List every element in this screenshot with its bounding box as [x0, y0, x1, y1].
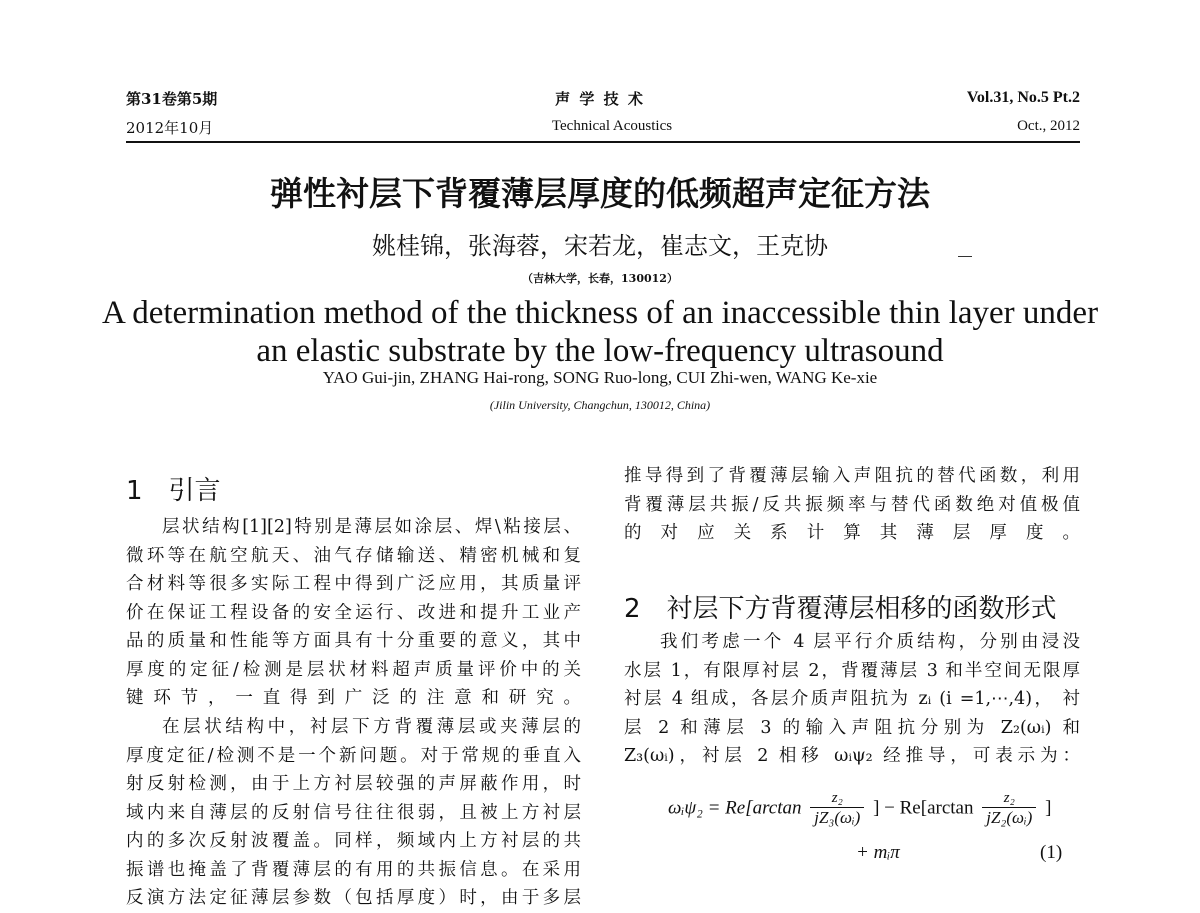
section2-line-4: 层 2 和薄层 3 的输入声阻抗分别为 Z₂(ωᵢ) 和 — [624, 717, 1080, 738]
para1-line-7: 键环节，一直得到广泛的注意和研究。 — [126, 688, 581, 708]
affiliation-cn: （吉林大学，长春，130012） — [522, 272, 678, 285]
authors-en: YAO Gui-jin, ZHANG Hai-rong, SONG Ruo-long, CUI Zhi-wen, WANG Ke-xie — [322, 368, 878, 387]
header-date-cn: 2012年10月 — [126, 119, 214, 137]
section1-para2 — [126, 713, 581, 913]
fraction-1-denominator: jZ₃(ωᵢ) — [814, 808, 861, 827]
fraction-2-denominator: jZ₂(ωᵢ) — [986, 808, 1033, 827]
authors-cn: 姚桂锦，张海蓉，宋若龙，崔志文，王克协 — [372, 232, 828, 260]
header-journal-en: Technical Acoustics — [551, 118, 673, 134]
section1-heading: 1 引言 — [126, 476, 221, 506]
para1-line-3: 合材料等很多实际工程中得到广泛应用，其质量评 — [126, 574, 581, 594]
header-volume-en: Vol.31, No.5 Pt.2 — [966, 89, 1080, 106]
equation-end: ] — [1045, 797, 1052, 819]
title-cn: 弹性衬层下背覆薄层厚度的低频超声定征方法 — [270, 174, 930, 213]
equation-fraction-2 — [982, 790, 1036, 828]
equation-number: (1) — [1040, 842, 1063, 863]
right-intro-line-3: 的对应关系计算其薄层厚度。 — [624, 523, 1080, 543]
equation-mid: ] − Re[arctan — [873, 797, 974, 819]
section2-para — [624, 628, 1080, 771]
header-volume-cn: 第31卷第5期 — [126, 90, 218, 108]
stray-mark — [958, 256, 972, 257]
fraction-2-numerator: z₂ — [982, 790, 1036, 808]
equation-line2: + mᵢπ — [856, 842, 900, 863]
section2-line-5: Z₃(ωᵢ)，衬层 2 相移 ωᵢψ₂ 经推导，可表示为： — [624, 746, 1080, 766]
title-en-line2: an elastic substrate by the low-frequency ultrasound — [256, 333, 944, 369]
para2-line-5: 内的多次反射波覆盖。同样，频域内上方衬层的共 — [126, 831, 581, 851]
para2-line-3: 射反射检测，由于上方衬层较强的声屏蔽作用，时 — [126, 774, 581, 794]
section2-line-3: 衬层 4 组成，各层介质声阻抗为 zᵢ (i =1,⋯,4)， 衬 — [624, 689, 1080, 709]
section1-para1 — [126, 513, 581, 713]
section2-line-2: 水层 1，有限厚衬层 2，背覆薄层 3 和半空间无限厚 — [624, 660, 1080, 681]
right-intro-line-2: 背覆薄层共振/反共振频率与替代函数绝对值极值 — [624, 494, 1080, 515]
equation-1 — [668, 790, 1051, 828]
header-journal-cn: 声 学 技 术 — [555, 90, 645, 108]
para2-line-1: 在层状结构中，衬层下方背覆薄层或夹薄层的 — [162, 717, 581, 737]
para1-line-2: 微环等在航空航天、油气存储输送、精密机械和复 — [126, 545, 581, 566]
header-rule — [126, 141, 1080, 143]
fraction-1-numerator: z₂ — [810, 790, 864, 808]
affiliation-en: (Jilin University, Changchun, 130012, China) — [489, 398, 711, 412]
header-date-en: Oct., 2012 — [1017, 118, 1080, 134]
equation-fraction-1 — [810, 790, 864, 828]
section2-heading: 2 衬层下方背覆薄层相移的函数形式 — [624, 594, 1057, 624]
para2-line-2: 厚度定征/检测不是一个新问题。对于常规的垂直入 — [126, 745, 581, 766]
para2-line-7: 反演方法定征薄层参数（包括厚度）时，由于多层 — [126, 888, 581, 908]
right-intro-line-1: 推导得到了背覆薄层输入声阻抗的替代函数，利用 — [624, 466, 1080, 486]
para2-line-6: 振谱也掩盖了背覆薄层的有用的共振信息。在采用 — [126, 859, 581, 880]
title-en-line1: A determination method of the thickness of an inaccessible thin layer under — [101, 295, 1099, 331]
para1-line-5: 品的质量和性能等方面具有十分重要的意义，其中 — [126, 631, 581, 651]
equation-lhs: ωᵢψ₂ = Re[arctan — [668, 797, 802, 819]
para2-line-4: 域内来自薄层的反射信号往往很弱，且被上方衬层 — [126, 802, 581, 823]
right-intro — [624, 462, 1080, 548]
para1-line-4: 价在保证工程设备的安全运行、改进和提升工业产 — [126, 602, 581, 623]
section2-line-1: 我们考虑一个 4 层平行介质结构，分别由浸没 — [660, 632, 1080, 652]
para1-line-1: 层状结构[1][2]特别是薄层如涂层、焊\粘接层、 — [162, 517, 581, 537]
para1-line-6: 厚度的定征/检测是层状材料超声质量评价中的关 — [126, 659, 581, 680]
